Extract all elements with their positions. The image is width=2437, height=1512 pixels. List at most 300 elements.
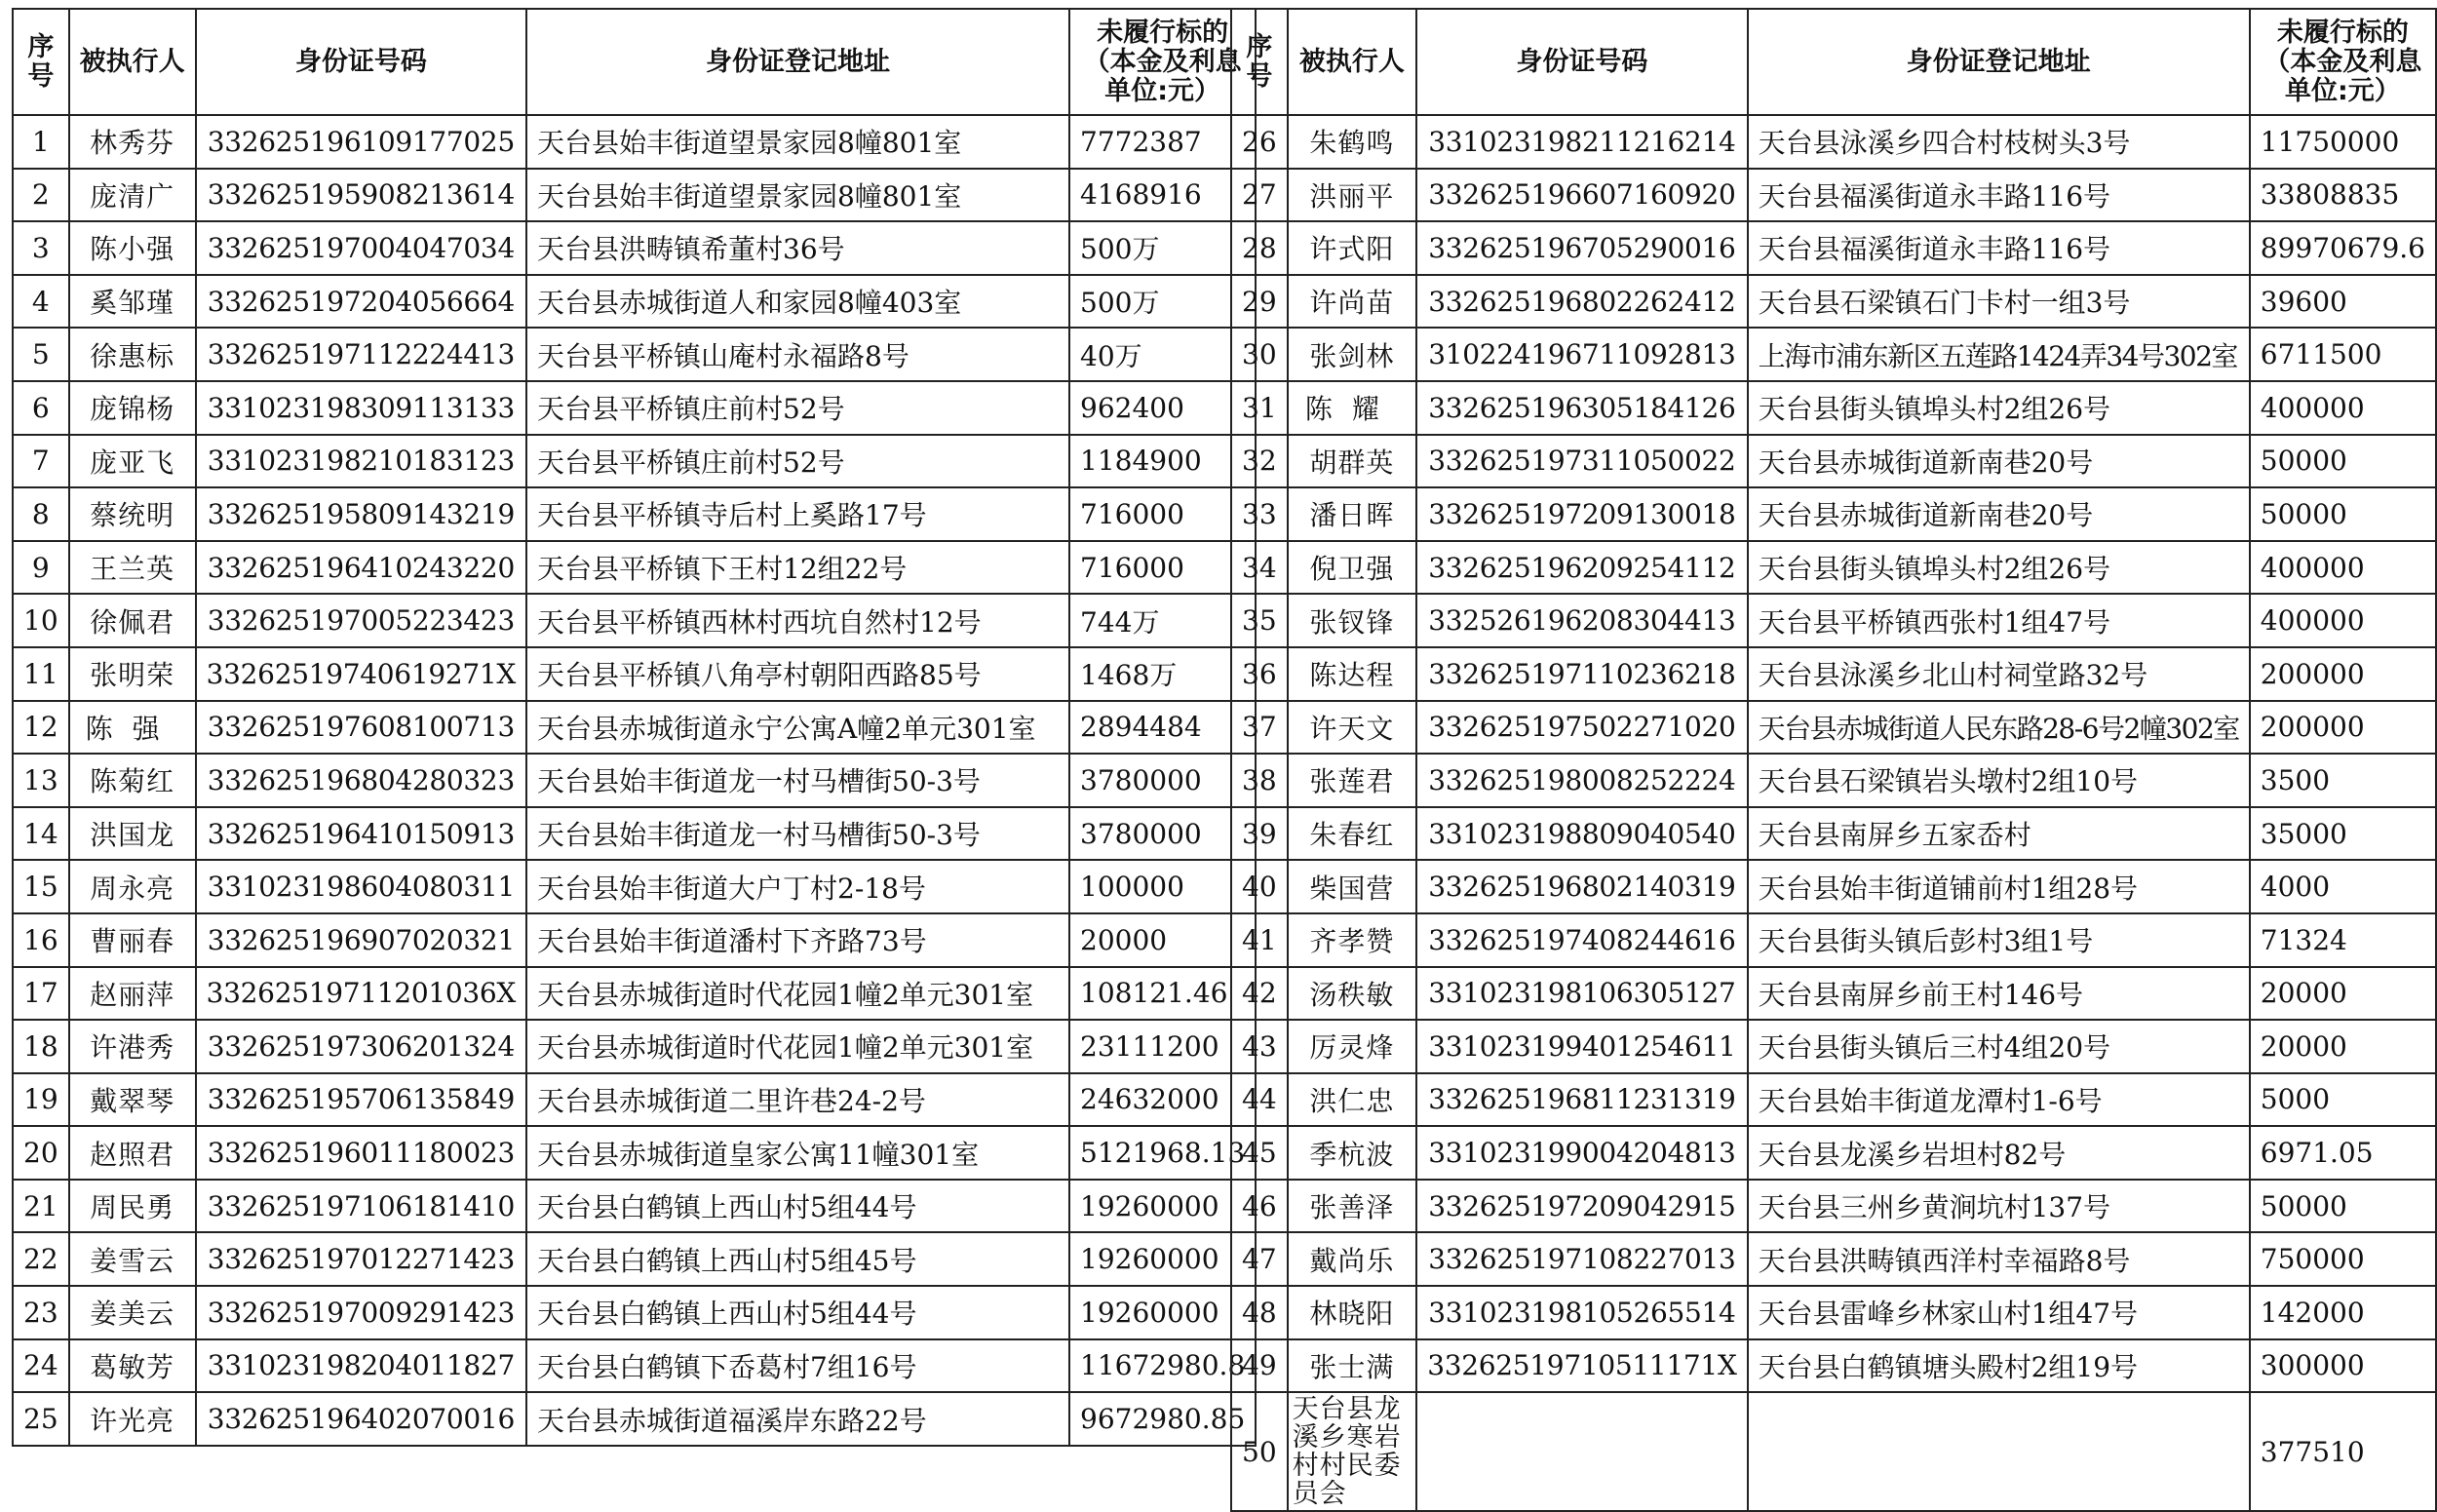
row-address: 天台县赤城街道永宁公寓A幢2单元301室 (526, 701, 1069, 755)
row-id-number: 331023199004204813 (1416, 1126, 1747, 1180)
row-amount: 5000 (2250, 1073, 2436, 1127)
table-body-right (1231, 115, 2436, 1511)
row-amount: 400000 (2250, 541, 2436, 595)
row-amount: 5121968.13 (1069, 1126, 1256, 1180)
row-index: 8 (13, 487, 69, 541)
row-address: 天台县始丰街道龙一村马槽街50-3号 (526, 807, 1069, 861)
row-id-number: 332625197110236218 (1416, 647, 1747, 701)
table-row (13, 913, 1256, 967)
table-row (13, 1073, 1256, 1127)
table-body-left (13, 115, 1256, 1446)
row-id-number: 332625197502271020 (1416, 701, 1747, 755)
row-index: 49 (1231, 1339, 1288, 1393)
row-name: 陈菊红 (69, 754, 196, 807)
row-index: 25 (13, 1392, 69, 1446)
row-address: 天台县始丰街道龙一村马槽街50-3号 (526, 754, 1069, 807)
row-address: 天台县赤城街道福溪岸东路22号 (526, 1392, 1069, 1446)
row-address: 上海市浦东新区五莲路1424弄34号302室 (1748, 328, 2250, 381)
row-index: 5 (13, 328, 69, 381)
row-amount: 4168916 (1069, 169, 1256, 222)
row-index: 29 (1231, 275, 1288, 329)
row-address: 天台县洪畴镇西洋村幸福路8号 (1748, 1232, 2250, 1286)
row-index: 47 (1231, 1232, 1288, 1286)
row-name: 陈强 (69, 701, 196, 755)
row-amount: 377510 (2250, 1392, 2436, 1511)
row-id-number: 332625196305184126 (1416, 381, 1747, 435)
row-address: 天台县赤城街道新南巷20号 (1748, 487, 2250, 541)
row-id-number: 332625195809143219 (196, 487, 526, 541)
row-name: 柴国营 (1288, 860, 1417, 913)
row-address: 天台县平桥镇西林村西坑自然村12号 (526, 594, 1069, 647)
row-index: 21 (13, 1180, 69, 1233)
table-row (13, 1392, 1256, 1446)
table-row (13, 275, 1256, 329)
table-row (13, 1286, 1256, 1339)
table-row (1231, 1180, 2436, 1233)
row-amount: 7772387 (1069, 115, 1256, 169)
table-row (13, 487, 1256, 541)
row-address: 天台县石梁镇岩头墩村2组10号 (1748, 754, 2250, 807)
row-name: 陈小强 (69, 221, 196, 275)
row-name: 陈耀 (1288, 381, 1417, 435)
row-id-number: 332625197005223423 (196, 594, 526, 647)
row-name: 朱春红 (1288, 807, 1417, 861)
table-row (13, 328, 1256, 381)
row-address: 天台县雷峰乡林家山村1组47号 (1748, 1286, 2250, 1339)
row-name: 徐佩君 (69, 594, 196, 647)
row-name: 朱鹤鸣 (1288, 115, 1417, 169)
table-row (1231, 1286, 2436, 1339)
row-name: 林秀芬 (69, 115, 196, 169)
table-row (13, 754, 1256, 807)
row-name: 胡群英 (1288, 435, 1417, 488)
table-row (13, 860, 1256, 913)
row-amount: 9672980.85 (1069, 1392, 1256, 1446)
row-index: 33 (1231, 487, 1288, 541)
row-name: 戴尚乐 (1288, 1232, 1417, 1286)
row-address: 天台县街头镇埠头村2组26号 (1748, 541, 2250, 595)
row-amount: 716000 (1069, 487, 1256, 541)
row-name: 奚邹瑾 (69, 275, 196, 329)
header-row (13, 9, 1256, 115)
table-row (13, 115, 1256, 169)
row-address: 天台县南屏乡前王村146号 (1748, 967, 2250, 1021)
row-address: 天台县始丰街道望景家园8幢801室 (526, 169, 1069, 222)
row-index: 14 (13, 807, 69, 861)
header-index: 序号 (1231, 9, 1288, 115)
row-index: 26 (1231, 115, 1288, 169)
row-name: 徐惠标 (69, 328, 196, 381)
row-address: 天台县龙溪乡岩坦村82号 (1748, 1126, 2250, 1180)
table-row (13, 1232, 1256, 1286)
row-address: 天台县平桥镇山庵村永福路8号 (526, 328, 1069, 381)
row-index: 28 (1231, 221, 1288, 275)
row-name: 张善泽 (1288, 1180, 1417, 1233)
row-address: 天台县白鹤镇上西山村5组45号 (526, 1232, 1069, 1286)
row-name: 张剑林 (1288, 328, 1417, 381)
row-amount: 2894484 (1069, 701, 1256, 755)
header-row (1231, 9, 2436, 115)
row-address: 天台县三州乡黄涧坑村137号 (1748, 1180, 2250, 1233)
row-amount: 300000 (2250, 1339, 2436, 1393)
row-id-number: 332625197311050022 (1416, 435, 1747, 488)
row-index: 48 (1231, 1286, 1288, 1339)
row-address: 天台县平桥镇八角亭村朝阳西路85号 (526, 647, 1069, 701)
row-id-number: 332625196804280323 (196, 754, 526, 807)
row-amount: 6711500 (2250, 328, 2436, 381)
row-amount: 962400 (1069, 381, 1256, 435)
header-name: 被执行人 (1288, 9, 1417, 115)
row-id-number: 332625197204056664 (196, 275, 526, 329)
row-name: 天台县龙溪乡寒岩村村民委员会 (1288, 1392, 1417, 1511)
table-row (1231, 807, 2436, 861)
row-amount: 750000 (2250, 1232, 2436, 1286)
row-amount: 19260000 (1069, 1286, 1256, 1339)
row-name: 张莲君 (1288, 754, 1417, 807)
table-row (1231, 541, 2436, 595)
debtor-table-left (12, 8, 1257, 1447)
row-address: 天台县赤城街道二里许巷24-2号 (526, 1073, 1069, 1127)
row-address: 天台县白鹤镇上西山村5组44号 (526, 1180, 1069, 1233)
header-address: 身份证登记地址 (526, 9, 1069, 115)
row-index: 9 (13, 541, 69, 595)
row-address: 天台县街头镇后彭村3组1号 (1748, 913, 2250, 967)
row-index: 31 (1231, 381, 1288, 435)
row-index: 20 (13, 1126, 69, 1180)
row-amount: 716000 (1069, 541, 1256, 595)
table-row (1231, 1339, 2436, 1393)
row-index: 24 (13, 1339, 69, 1393)
row-name: 倪卫强 (1288, 541, 1417, 595)
row-index: 23 (13, 1286, 69, 1339)
row-name: 周永亮 (69, 860, 196, 913)
row-id-number: 332625197106181410 (196, 1180, 526, 1233)
row-amount: 400000 (2250, 594, 2436, 647)
row-id-number: 331023198309113133 (196, 381, 526, 435)
row-name: 许式阳 (1288, 221, 1417, 275)
row-amount: 11672980.8 (1069, 1339, 1256, 1393)
row-id-number: 332625197009291423 (196, 1286, 526, 1339)
table-row (1231, 328, 2436, 381)
table-row (13, 967, 1256, 1021)
row-amount: 1184900 (1069, 435, 1256, 488)
row-id-number: 310224196711092813 (1416, 328, 1747, 381)
row-name: 赵丽萍 (69, 967, 196, 1021)
table-row (13, 221, 1256, 275)
row-address: 天台县洪畴镇希董村36号 (526, 221, 1069, 275)
row-address: 天台县赤城街道时代花园1幢2单元301室 (526, 967, 1069, 1021)
table-row (1231, 1126, 2436, 1180)
row-index: 36 (1231, 647, 1288, 701)
row-id-number: 332625196410243220 (196, 541, 526, 595)
row-id-number: 331023198211216214 (1416, 115, 1747, 169)
row-name: 许港秀 (69, 1020, 196, 1073)
row-id-number (1416, 1392, 1747, 1511)
row-name: 厉灵烽 (1288, 1020, 1417, 1073)
row-address: 天台县始丰街道潘村下齐路73号 (526, 913, 1069, 967)
row-amount: 744万 (1069, 594, 1256, 647)
table-row (13, 541, 1256, 595)
row-name: 张明荣 (69, 647, 196, 701)
row-name: 庞亚飞 (69, 435, 196, 488)
row-id-number: 332625197012271423 (196, 1232, 526, 1286)
row-amount: 400000 (2250, 381, 2436, 435)
row-amount: 24632000 (1069, 1073, 1256, 1127)
row-id-number: 331023198809040540 (1416, 807, 1747, 861)
row-id-number: 332625195706135849 (196, 1073, 526, 1127)
row-amount: 71324 (2250, 913, 2436, 967)
row-amount: 500万 (1069, 275, 1256, 329)
row-name: 许尚苗 (1288, 275, 1417, 329)
table-row (1231, 221, 2436, 275)
row-id-number: 332625196607160920 (1416, 169, 1747, 222)
row-address: 天台县石梁镇石门卡村一组3号 (1748, 275, 2250, 329)
row-index: 40 (1231, 860, 1288, 913)
row-name: 曹丽春 (69, 913, 196, 967)
table-row (1231, 913, 2436, 967)
row-index: 3 (13, 221, 69, 275)
debtor-table-right (1230, 8, 2437, 1512)
row-id-number: 332625196209254112 (1416, 541, 1747, 595)
row-name: 戴翠琴 (69, 1073, 196, 1127)
row-amount: 11750000 (2250, 115, 2436, 169)
row-id-number: 332625197608100713 (196, 701, 526, 755)
row-id-number: 332625196811231319 (1416, 1073, 1747, 1127)
table-row (13, 1126, 1256, 1180)
row-index: 32 (1231, 435, 1288, 488)
row-id-number: 332625197306201324 (196, 1020, 526, 1073)
row-address: 天台县白鹤镇塘头殿村2组19号 (1748, 1339, 2250, 1393)
row-address: 天台县南屏乡五家岙村 (1748, 807, 2250, 861)
row-amount: 50000 (2250, 487, 2436, 541)
table-row (1231, 1020, 2436, 1073)
table-row (1231, 169, 2436, 222)
table-row (13, 381, 1256, 435)
row-name: 葛敏芳 (69, 1339, 196, 1393)
row-index: 2 (13, 169, 69, 222)
header-index: 序号 (13, 9, 69, 115)
row-index: 44 (1231, 1073, 1288, 1127)
row-address: 天台县白鹤镇上西山村5组44号 (526, 1286, 1069, 1339)
row-name: 庞锦杨 (69, 381, 196, 435)
row-address: 天台县始丰街道铺前村1组28号 (1748, 860, 2250, 913)
row-index: 10 (13, 594, 69, 647)
row-amount: 6971.05 (2250, 1126, 2436, 1180)
row-index: 41 (1231, 913, 1288, 967)
row-index: 4 (13, 275, 69, 329)
table-row (13, 435, 1256, 488)
row-name: 洪国龙 (69, 807, 196, 861)
row-index: 18 (13, 1020, 69, 1073)
row-name: 张钗锋 (1288, 594, 1417, 647)
row-id-number: 331023198204011827 (196, 1339, 526, 1393)
row-index: 1 (13, 115, 69, 169)
table-row (1231, 647, 2436, 701)
row-id-number: 331023199401254611 (1416, 1020, 1747, 1073)
row-name: 潘日晖 (1288, 487, 1417, 541)
row-address: 天台县赤城街道皇家公寓11幢301室 (526, 1126, 1069, 1180)
table-row (13, 647, 1256, 701)
row-name: 齐孝赞 (1288, 913, 1417, 967)
row-address: 天台县街头镇埠头村2组26号 (1748, 381, 2250, 435)
row-amount: 20000 (1069, 913, 1256, 967)
row-name: 洪丽平 (1288, 169, 1417, 222)
row-amount: 23111200 (1069, 1020, 1256, 1073)
row-address: 天台县赤城街道时代花园1幢2单元301室 (526, 1020, 1069, 1073)
row-id-number: 332526196208304413 (1416, 594, 1747, 647)
row-amount: 142000 (2250, 1286, 2436, 1339)
table-row (13, 807, 1256, 861)
table-row (1231, 754, 2436, 807)
row-id-number: 33262519740619271X (196, 647, 526, 701)
header-amount: 未履行标的（本金及利息单位:元） (1069, 9, 1256, 115)
row-amount: 3780000 (1069, 754, 1256, 807)
table-row (1231, 701, 2436, 755)
row-name: 周民勇 (69, 1180, 196, 1233)
row-index: 17 (13, 967, 69, 1021)
row-id-number: 332625196109177025 (196, 115, 526, 169)
row-index: 6 (13, 381, 69, 435)
row-index: 27 (1231, 169, 1288, 222)
row-address: 天台县福溪街道永丰路116号 (1748, 169, 2250, 222)
row-amount: 3780000 (1069, 807, 1256, 861)
row-name: 汤秩敏 (1288, 967, 1417, 1021)
table-row (13, 1339, 1256, 1393)
row-id-number: 332625196011180023 (196, 1126, 526, 1180)
table-row (1231, 967, 2436, 1021)
row-id-number: 331023198210183123 (196, 435, 526, 488)
row-id-number: 332625196802140319 (1416, 860, 1747, 913)
row-name: 洪仁忠 (1288, 1073, 1417, 1127)
row-index: 38 (1231, 754, 1288, 807)
row-index: 15 (13, 860, 69, 913)
row-id-number: 332625195908213614 (196, 169, 526, 222)
row-id-number: 332625196705290016 (1416, 221, 1747, 275)
row-address: 天台县始丰街道望景家园8幢801室 (526, 115, 1069, 169)
row-amount: 19260000 (1069, 1232, 1256, 1286)
row-amount: 4000 (2250, 860, 2436, 913)
table-row (1231, 1392, 2436, 1511)
row-name: 许天文 (1288, 701, 1417, 755)
row-name: 赵照君 (69, 1126, 196, 1180)
row-index: 46 (1231, 1180, 1288, 1233)
row-index: 19 (13, 1073, 69, 1127)
row-amount: 40万 (1069, 328, 1256, 381)
table-row (1231, 115, 2436, 169)
table-row (1231, 1232, 2436, 1286)
row-amount: 33808835 (2250, 169, 2436, 222)
row-amount: 50000 (2250, 435, 2436, 488)
row-name: 姜美云 (69, 1286, 196, 1339)
row-amount: 100000 (1069, 860, 1256, 913)
row-index: 12 (13, 701, 69, 755)
row-id-number: 332625198008252224 (1416, 754, 1747, 807)
header-id: 身份证号码 (1416, 9, 1747, 115)
row-address: 天台县始丰街道大户丁村2-18号 (526, 860, 1069, 913)
row-address: 天台县街头镇后三村4组20号 (1748, 1020, 2250, 1073)
row-address: 天台县泳溪乡四合村枝树头3号 (1748, 115, 2250, 169)
row-id-number: 331023198106305127 (1416, 967, 1747, 1021)
row-index: 43 (1231, 1020, 1288, 1073)
row-index: 30 (1231, 328, 1288, 381)
table-row (1231, 1073, 2436, 1127)
row-id-number: 332625197408244616 (1416, 913, 1747, 967)
row-amount: 108121.46 (1069, 967, 1256, 1021)
header-name: 被执行人 (69, 9, 196, 115)
row-id-number: 33262519710511171X (1416, 1339, 1747, 1393)
row-address: 天台县平桥镇庄前村52号 (526, 381, 1069, 435)
row-address: 天台县始丰街道龙潭村1-6号 (1748, 1073, 2250, 1127)
row-index: 22 (13, 1232, 69, 1286)
row-amount: 1468万 (1069, 647, 1256, 701)
row-name: 张士满 (1288, 1339, 1417, 1393)
row-id-number: 331023198105265514 (1416, 1286, 1747, 1339)
row-address: 天台县福溪街道永丰路116号 (1748, 221, 2250, 275)
row-amount: 20000 (2250, 1020, 2436, 1073)
row-amount: 200000 (2250, 647, 2436, 701)
row-address: 天台县白鹤镇下岙葛村7组16号 (526, 1339, 1069, 1393)
table-row (1231, 594, 2436, 647)
row-id-number: 332625196402070016 (196, 1392, 526, 1446)
row-address: 天台县平桥镇西张村1组47号 (1748, 594, 2250, 647)
row-address: 天台县平桥镇庄前村52号 (526, 435, 1069, 488)
header-amount: 未履行标的（本金及利息单位:元） (2250, 9, 2436, 115)
row-amount: 19260000 (1069, 1180, 1256, 1233)
table-row (13, 594, 1256, 647)
row-name: 蔡统明 (69, 487, 196, 541)
row-name: 林晓阳 (1288, 1286, 1417, 1339)
row-name: 姜雪云 (69, 1232, 196, 1286)
row-index: 34 (1231, 541, 1288, 595)
row-name: 许光亮 (69, 1392, 196, 1446)
row-address: 天台县赤城街道人民东路28-6号2幢302室 (1748, 701, 2250, 755)
row-name: 王兰英 (69, 541, 196, 595)
row-id-number: 332625197209130018 (1416, 487, 1747, 541)
row-id-number: 332625197004047034 (196, 221, 526, 275)
row-amount: 50000 (2250, 1180, 2436, 1233)
table-row (1231, 435, 2436, 488)
row-id-number: 33262519711201036X (196, 967, 526, 1021)
row-name: 庞清广 (69, 169, 196, 222)
row-address: 天台县赤城街道新南巷20号 (1748, 435, 2250, 488)
row-index: 37 (1231, 701, 1288, 755)
row-amount: 39600 (2250, 275, 2436, 329)
row-index: 50 (1231, 1392, 1288, 1511)
row-amount: 500万 (1069, 221, 1256, 275)
row-amount: 200000 (2250, 701, 2436, 755)
row-name: 陈达程 (1288, 647, 1417, 701)
row-index: 13 (13, 754, 69, 807)
table-row (1231, 275, 2436, 329)
table-row (1231, 381, 2436, 435)
row-index: 11 (13, 647, 69, 701)
row-id-number: 331023198604080311 (196, 860, 526, 913)
row-address: 天台县赤城街道人和家园8幢403室 (526, 275, 1069, 329)
table-row (13, 701, 1256, 755)
row-address: 天台县泳溪乡北山村祠堂路32号 (1748, 647, 2250, 701)
table-row (13, 1020, 1256, 1073)
row-index: 16 (13, 913, 69, 967)
row-id-number: 332625197108227013 (1416, 1232, 1747, 1286)
row-index: 7 (13, 435, 69, 488)
row-amount: 89970679.6 (2250, 221, 2436, 275)
header-address: 身份证登记地址 (1748, 9, 2250, 115)
header-id: 身份证号码 (196, 9, 526, 115)
row-amount: 35000 (2250, 807, 2436, 861)
row-index: 45 (1231, 1126, 1288, 1180)
table-row (13, 1180, 1256, 1233)
row-index: 35 (1231, 594, 1288, 647)
